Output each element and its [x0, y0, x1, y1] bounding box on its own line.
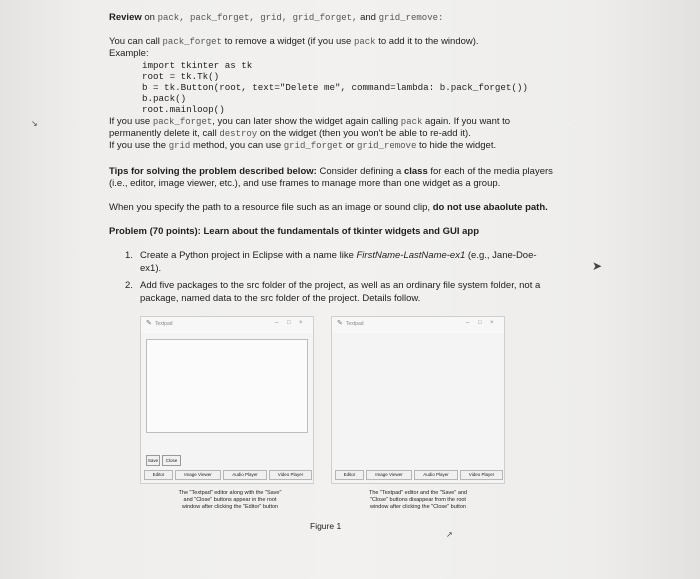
code-grid-forget: grid_forget — [283, 141, 344, 151]
review-heading-lead: Review — [109, 12, 142, 23]
code-destroy: destroy — [219, 129, 258, 139]
caption-line: and "Close" buttons appear in the root — [183, 497, 277, 503]
code-pack: pack — [400, 117, 423, 127]
code-pack-forget: pack_forget — [152, 117, 213, 127]
text: permanently delete it, call — [109, 128, 220, 139]
review-line-4 — [109, 140, 496, 152]
caption-line: The "Textpad" editor and the "Save" and — [368, 490, 467, 496]
minimize-icon[interactable]: – — [466, 320, 470, 326]
review-heading-last: grid_remove: — [378, 13, 444, 23]
review-heading-mid: on — [141, 12, 158, 23]
code-line-5: root.mainloop() — [142, 104, 225, 115]
example-label: Example: — [109, 48, 149, 59]
text: When you specify the path to a resource file such as an image or sound clip, — [109, 202, 433, 213]
cursor-mark-icon: ↘ — [31, 119, 38, 128]
text: to remove a widget (if you use — [221, 36, 354, 47]
item-2-line-2: package, named data to the src folder of the project. Details follow. — [140, 293, 421, 304]
caption-line: window after clicking the "Close" button — [370, 504, 466, 510]
review-heading-and: and — [357, 12, 379, 23]
problem-title: Problem (70 points): Learn about the fundamentals of tkinter widgets and GUI app — [109, 226, 480, 237]
close-icon[interactable]: × — [299, 320, 303, 326]
feather-icon: ✎ — [337, 320, 343, 327]
image-viewer-button[interactable]: Image Viewer — [366, 470, 412, 480]
code-pack: pack — [353, 37, 376, 47]
caption-line: window after clicking the "Editor" button — [181, 504, 279, 510]
minimize-icon[interactable]: – — [275, 320, 279, 326]
text: on the widget (then you won't be able to re-add it). — [257, 128, 471, 139]
review-line-1 — [109, 36, 479, 48]
review-line-3 — [109, 128, 471, 140]
maximize-icon[interactable]: □ — [478, 320, 482, 326]
text: for each of the media players — [427, 166, 553, 177]
project-name: FirstName-LastName-ex1 — [356, 250, 466, 261]
text: to add it to the window). — [375, 36, 479, 47]
left-window-title: Textpad — [155, 321, 173, 327]
text: or — [343, 140, 357, 151]
audio-player-button[interactable]: Audio Player — [414, 470, 458, 480]
editor-button[interactable]: Editor — [335, 470, 364, 480]
caption-line: "Close" buttons disappear from the root — [370, 497, 466, 503]
tips-lead: Tips for solving the problem described below: — [109, 166, 317, 177]
code-line-3: b = tk.Button(root, text="Delete me", command=lambda: b.pack_forget()) — [142, 82, 528, 93]
text: Create a Python project in Eclipse with a name like — [140, 250, 357, 261]
path-note — [109, 202, 548, 214]
item-1-line-2: ex1). — [140, 263, 162, 274]
video-player-button[interactable]: Video Player — [460, 470, 503, 480]
tips-line-1 — [109, 166, 553, 178]
text: If you use the — [109, 140, 169, 151]
review-line-2 — [109, 116, 510, 128]
audio-player-button[interactable]: Audio Player — [223, 470, 267, 480]
text: again. If you want to — [422, 116, 511, 127]
text: to hide the widget. — [416, 140, 497, 151]
item-2-line-1: Add five packages to the src folder of the project, as well as an ordinary file system folder, not a — [140, 280, 541, 291]
caption-line: The "Textpad" editor along with the "Save" — [178, 490, 282, 496]
close-icon[interactable]: × — [490, 320, 494, 326]
text: If you use — [109, 116, 153, 127]
left-titlebar — [141, 317, 313, 333]
item-1-line-1 — [140, 250, 537, 262]
review-heading-funcs: pack, pack_forget, grid, grid_forget, — [157, 13, 358, 23]
tips-line-2: (i.e., editor, image viewer, etc.), and use frames to manage more than one widget as a group. — [109, 178, 501, 189]
close-button[interactable]: Close — [162, 455, 181, 466]
arrow-mark-icon: ➤ — [592, 259, 603, 273]
review-heading — [109, 12, 443, 24]
text: , you can later show the widget again calling — [212, 116, 401, 127]
code-line-2: root = tk.Tk() — [142, 71, 220, 82]
code-line-4: b.pack() — [142, 93, 187, 104]
editor-button[interactable]: Editor — [144, 470, 173, 480]
cursor-mark-icon: ↗ — [446, 530, 453, 539]
image-viewer-button[interactable]: Image Viewer — [175, 470, 221, 480]
left-text-area[interactable] — [146, 339, 308, 433]
code-grid-remove: grid_remove — [356, 141, 417, 151]
path-note-bold: do not use abaolute path. — [432, 202, 548, 213]
feather-icon: ✎ — [146, 320, 152, 327]
save-button[interactable]: Save — [146, 455, 160, 466]
left-caption — [170, 490, 290, 511]
text: (e.g., Jane-Doe- — [465, 250, 537, 261]
tips-class: class — [403, 166, 428, 177]
right-textpad-window — [331, 316, 505, 484]
text: Consider defining a — [316, 166, 404, 177]
right-caption — [358, 490, 478, 511]
text: method, you can use — [190, 140, 284, 151]
item-2-number: 2. — [125, 280, 133, 291]
right-titlebar — [332, 317, 504, 333]
left-nav-row — [144, 470, 310, 479]
text: You can call — [109, 36, 163, 47]
code-grid: grid — [168, 141, 191, 151]
video-player-button[interactable]: Video Player — [269, 470, 312, 480]
right-nav-row — [335, 470, 501, 479]
item-1-number: 1. — [125, 250, 133, 261]
figure-label: Figure 1 — [310, 521, 342, 531]
left-textpad-window — [140, 316, 314, 484]
code-pack-forget: pack_forget — [162, 37, 222, 47]
right-window-title: Textpad — [346, 321, 364, 327]
code-line-1: import tkinter as tk — [142, 60, 253, 71]
maximize-icon[interactable]: □ — [287, 320, 291, 326]
